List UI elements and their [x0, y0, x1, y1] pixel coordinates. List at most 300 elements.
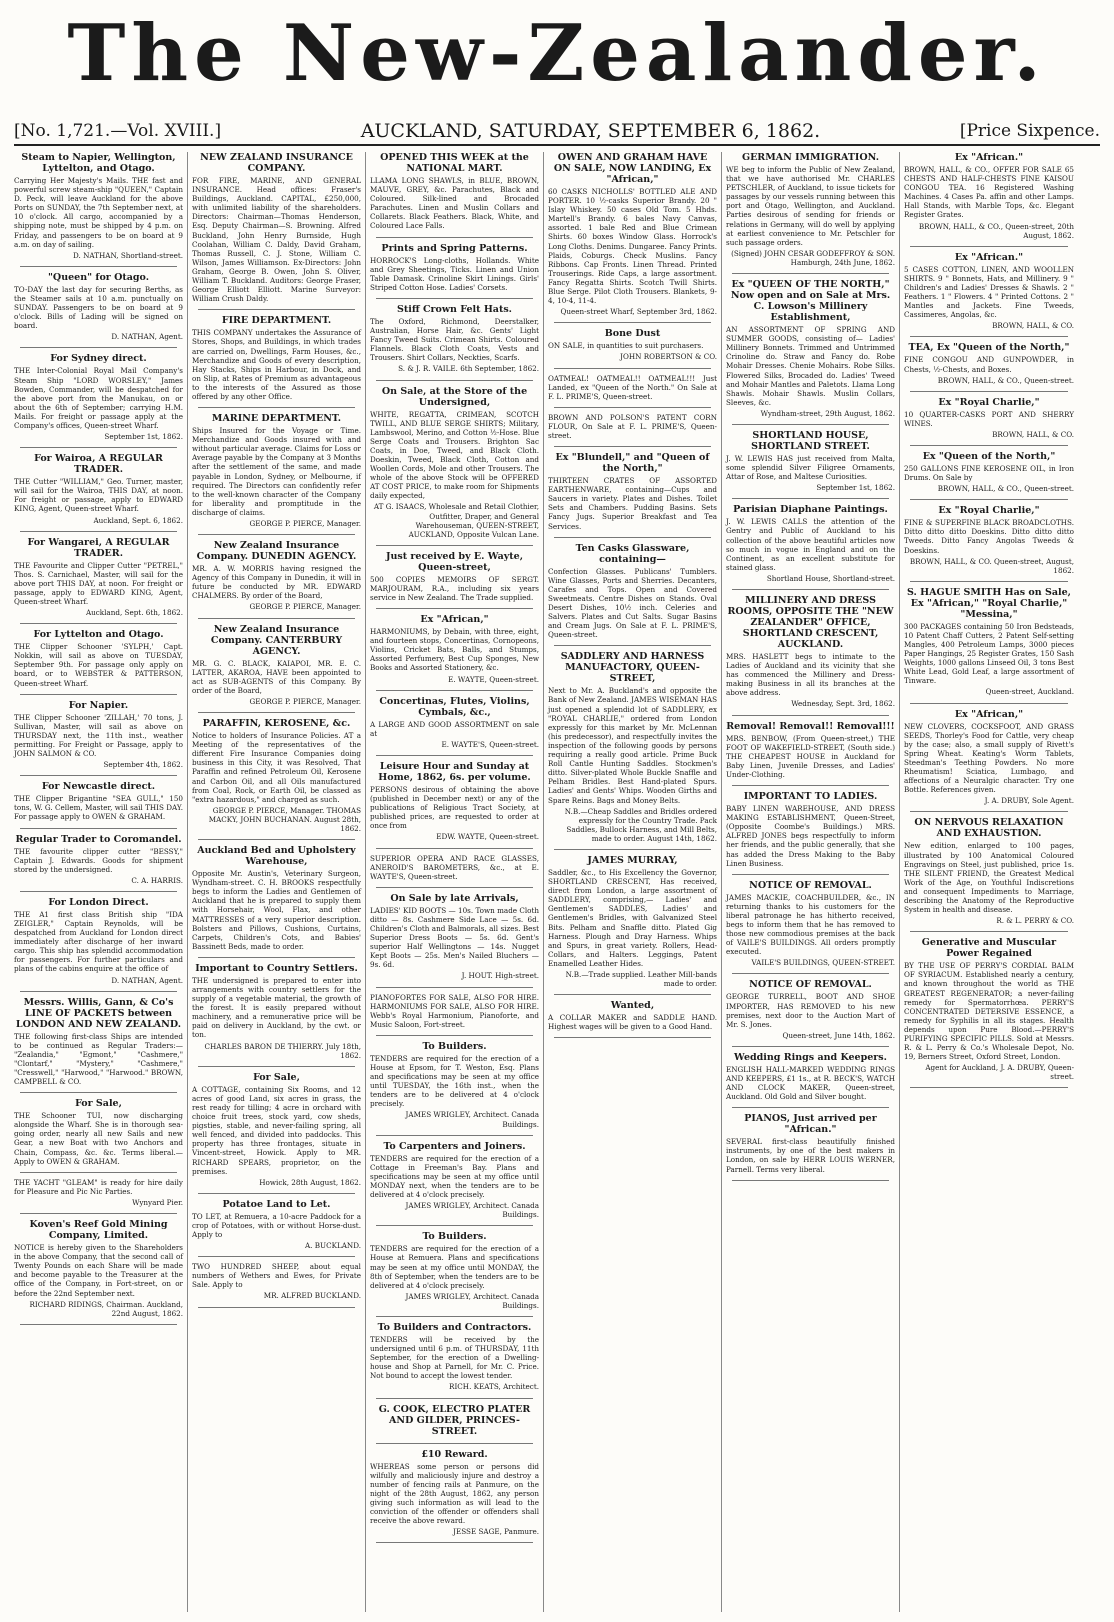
column-rule	[376, 690, 533, 691]
ad-heading: S. HAGUE SMITH Has on Sale, Ex "African," "Royal Charlie," "Messina,"	[907, 586, 1071, 620]
ad-heading: Ex "African,"	[420, 614, 489, 626]
ad-body: New edition, enlarged to 100 pages, illustrated by 100 Anatomical Coloured Engravings on Steel, just published, price 1s. THE SILENT FRIEND, the Greatest Medical Work of the Age, on Youthful Indiscretions and consequent Impediments to Marriage, describing the Anatomy of the Reproductive System in health and disease.	[904, 841, 1074, 915]
advertisement	[192, 540, 361, 611]
ad-body: THIRTEEN CRATES OF ASSORTED EARTHENWARE, containing—Cups and Saucers in variety. Plates and Dishes. Toilet Sets and Chambers. Pudding Basins. Sets Fancy Jugs. Superior Breakfast and Tea Services.	[548, 476, 717, 531]
ad-body: TO-DAY the last day for securing Berths, as the Steamer sails at 10 a.m. punctually on SUNDAY. Passengers to be on board at 9 o'clock. Bills of Lading will be signed on board.	[14, 284, 183, 331]
ad-body: MRS. BENBOW, (From Queen-street,) THE FOOT OF WAKEFIELD-STREET, (South side.) THE CHEAPEST HOUSE in Auckland for Baby Linen, Juvenile Dresses, and Ladies' Under-Clothing.	[726, 733, 895, 779]
ad-heading: To Builders.	[422, 1231, 487, 1243]
ad-heading: For Napier.	[68, 699, 129, 711]
ad-body: FOR FIRE, MARINE, AND GENERAL INSURANCE. Head offices: Fraser's Buildings, Auckland. CAPITAL, £250,000, with unlimited liability of the shareholders. Directors: Chairman—Thomas Henderson, Esq. Deputy Chairman—S. Browning. Alfred Buckland, John Henry Burnside, Hugh Coolahan, William C. Daldy, David Graham, Thomas Russell, C. J. Stone, William C. Wilson, James Williamson. Ex-Directors: John Graham, George B. Owen, John S. Oliver, William T. Buckland. Auditors: George Fraser, George Elliott Elliott. Marine Surveyor: William Crush Daldy.	[192, 176, 361, 304]
ad-heading: On Sale, at the Store of the Undersigned,	[381, 385, 528, 408]
ad-signature: J. A. DRUBY, Sole Agent.	[984, 796, 1074, 806]
column-rule	[20, 347, 177, 348]
advertisement	[726, 1052, 895, 1101]
advertisement	[726, 430, 895, 492]
ad-body: Opposite Mr. Austin's, Veterinary Surgeon, Wyndham-street. C. H. BROOKS respectfully begs to inform the Ladies and Gentlemen of Auckland that he is prepared to supply them with Horsehair, Wool, Flax, and other MATTRESSES of a very superior description. Bolsters and Pillows, Cushions, Curtains, Carpets, Children's Cots, and Babies' Bassinett Beds, made to order.	[192, 869, 361, 951]
advertisement	[14, 1219, 183, 1318]
advertisement	[548, 651, 717, 843]
ad-heading: NEW ZEALAND INSURANCE COMPANY.	[200, 152, 353, 174]
advertisement	[14, 700, 183, 770]
advertisement	[726, 152, 895, 267]
ad-body: ENGLISH HALL-MARKED WEDDING RINGS AND KEEPERS, £1 1s., at R. BECK'S, WATCH AND CLOCK MAKER, Queen-street, Auckland. Old Gold and Silver bought.	[726, 1064, 895, 1102]
ad-body: Saddler, &c., to His Excellency the Governor, SHORTLAND CRESCENT, Has received, direct from London, a large assortment of SADDLERY, comprising,— Ladies' and Gentlemen's SADDLES, Ladies' and Gentlemen's Bridles, with Galvanized Steel Bits. Pelham and Snaffle ditto. Plated Gig Harness. Plough and Dray Harness. Whips and Spurs, in great variety. Rollers, Head-Collars, and Halters. Leggings, Patent Enamelled Leather Hides.	[548, 867, 717, 968]
column-4	[544, 152, 722, 1612]
column-rule	[376, 1443, 533, 1444]
ad-signature: CHARLES BARON DE THIERRY. July 18th, 1862.	[204, 1041, 361, 1060]
ad-heading: £10 Reward.	[421, 1448, 488, 1460]
ad-body: SUPERIOR OPERA AND RACE GLASSES, ANEROID'S BAROMETERS, &c., at E. WAYTE'S, Queen-street.	[370, 853, 539, 881]
ad-heading: For Newcastle direct.	[41, 781, 156, 793]
column-rule	[376, 1035, 533, 1036]
column-rule	[376, 848, 533, 849]
column-rule	[376, 298, 533, 299]
ad-heading: Leisure Hour and Sunday at Home, 1862, 6s. per volume.	[378, 760, 531, 783]
ad-heading: Important to Country Settlers.	[195, 962, 358, 974]
ad-body: THE Clipper Brigantine "SEA GULL," 150 tons, W. G. Cellem, Master, will sail THIS DAY. For passage apply to OWEN & GRAHAM.	[14, 794, 183, 822]
column-rule	[554, 446, 711, 447]
ad-signature: September 1st, 1862.	[816, 483, 895, 493]
ad-body: MR. A. W. MORRIS having resigned the Agency of this Company in Dunedin, it will in future be conducted by MR. EDWARD CHALMERS. By order of the Board,	[192, 564, 361, 601]
ad-heading: Stiff Crown Felt Hats.	[396, 303, 512, 315]
ad-body: BABY LINEN WAREHOUSE, AND DRESS MAKING ESTABLISHMENT, Queen-Street, (Opposite Coombe's Buildings.) MRS. ALFRED JONES begs respectfully to inform her friends, and the public generally, that she has added the Dress Making to the Baby Linen Business.	[726, 804, 895, 868]
ad-heading: ON NERVOUS RELAXATION AND EXHAUSTION.	[914, 817, 1064, 840]
ad-signature: JAMES WRIGLEY, Architect. Canada Buildings.	[405, 1201, 539, 1220]
ad-body: TENDERS are required for the erection of a Cottage in Freeman's Bay. Plans and specifications may be seen at my office until MONDAY next, when the tenders are to be delivered at 4 o'clock precisely.	[370, 1153, 539, 1200]
ad-body: WHITE, REGATTA, CRIMEAN, SCOTCH TWILL, AND BLUE SERGE SHIRTS; Military, Lambswool, Merino, and Cotton ½-Hose. Blue Serge Coats and Trousers. Brighton Sac Coats, in Doe, Tweed, and Black Cloth. Doeskin, Tweed, Black Cloth, Cotton and Woollen Cords, Mole and other Trousers. The whole of the above Stock will be OFFERED AT COST PRICE, to make room for Shipments daily expected,	[370, 409, 539, 501]
advertisement	[370, 696, 539, 749]
column-rule	[20, 623, 177, 624]
ad-signature: September 1st, 1862.	[104, 432, 183, 442]
ad-signature: Howick, 28th August, 1862.	[259, 1177, 361, 1187]
column-rule	[376, 1398, 533, 1399]
ad-signature: N.B.—Cheap Saddles and Bridles ordered expressly for the Country Trade. Pack Saddles, Bullock Harness, and Mill Belts, made to order. August 14th, 1862.	[564, 806, 717, 843]
ad-body: HORROCK'S Long-cloths, Hollands. White and Grey Sheetings, Ticks. Linen and Union Table Damask. Crinoline Skirt Linings. Girls' Striped Cotton Hose. Ladies' Corsets.	[370, 255, 539, 292]
advertisement	[370, 1141, 539, 1220]
ad-heading: JAMES MURRAY,	[587, 854, 678, 866]
advertisement	[14, 781, 183, 821]
ad-signature: Agent for Auckland, J. A. DRUBY, Queen-street.	[925, 1063, 1074, 1082]
column-rule	[198, 1066, 355, 1067]
column-rule	[910, 246, 1068, 247]
ad-body: WHEREAS some person or persons did wilfully and maliciously injure and destroy a number of fencing rails at Panmure, on the night of the 28th August, 1862, any person giving such information as will lead to the conviction of the offender or offenders shall receive the above reward.	[370, 1461, 539, 1526]
ad-signature: Queen-street, Auckland.	[985, 687, 1074, 697]
ad-signature: BROWN, HALL, & CO., Queen-street, 20th August, 1862.	[918, 221, 1074, 240]
column-rule	[198, 1193, 355, 1194]
ad-heading: Ex "African."	[954, 251, 1024, 263]
advertisement	[370, 386, 539, 539]
ad-body: THE Cutter "WILLIAM," Geo. Turner, master, will sail for the Wairoa, THIS DAY, at noon. For freight or passage, apply to EDWARD KING, Agent, Queen-street Wharf.	[14, 477, 183, 514]
ad-signature: Shortland House, Shortland-street.	[766, 573, 895, 583]
ad-heading: Auckland Bed and Upholstery Warehouse,	[197, 845, 356, 868]
ad-signature: GEORGE P. PIERCE, Manager.	[249, 696, 361, 706]
ad-heading: NOTICE OF REMOVAL.	[749, 979, 872, 991]
ad-body: Next to Mr. A. Buckland's and opposite the Bank of New Zealand. JAMES WISEMAN HAS just opened a splendid lot of SADDLERY, ex "ROYAL CHARLIE," ordered from London expressly for this market by Mr. McLennan (his predecessor), and respectfully invites the inspection of the following goods by persons requiring a really good article. Prime Buck Roll Cantle Hunting Saddles. Stockmen's ditto. Silver-plated Whole Buckle Snaffle and Pelham Bridles. Best Hand-plated Spurs. Ladies' and Gents' Whips. Wooden Girths and Spare Reins. Bags and Money Belts.	[548, 686, 717, 805]
ad-body: LLAMA LONG SHAWLS, in BLUE, BROWN, MAUVE, GREY, &c. Parachutes, Black and Coloured. Silk-lined and Brocaded Parachutes. Linen and Muslin Collars and Collarets. Black Feathers. Black, White, and Coloured Lace Falls.	[370, 176, 539, 231]
ad-body: 500 COPIES MEMOIRS OF SERGT. MARJOURAM, R.A., including six years service in New Zealand. The Trade supplied.	[370, 574, 539, 602]
column-rule	[732, 874, 889, 875]
advertisement	[904, 451, 1074, 493]
ad-body: PERSONS desirous of obtaining the above (published in December next) or any of the publications of Religious Tract Society, at published prices, are requested to order at once from	[370, 784, 539, 831]
ad-body: HARMONIUMS, by Debain, with three, eight, and fourteen stops, Concertinas, Cornopeons, Violins, Cricket Bats, Balls, and Stumps, Assorted Perfumery, Best Cup Sponges, New Books and Assorted Stationery, &c.	[370, 627, 539, 673]
advertisement	[904, 397, 1074, 439]
column-rule	[554, 645, 711, 646]
ad-heading: SADDLERY AND HARNESS MANUFACTORY, QUEEN-STREET,	[560, 651, 705, 685]
ad-body: TENDERS will be received by the undersigned until 6 p.m. of THURSDAY, 11th September, for the erection of a Dwelling-house and Shop at Parnell, for Mr. C. Price. Not bound to accept the lowest tender.	[370, 1334, 539, 1381]
ad-body: NEW CLOVERS, COCKSFOOT, AND GRASS SEEDS, Thorley's Food for Cattle, very cheap by the case; also, a small supply of Rivett's Spring Wheat. Keating's Worm Tablets, Steedman's Teething Powders. No more Rheumatism! Sciatica, Lumbago, and affections of a Neuralgic character. Try one Bottle. References given.	[904, 721, 1074, 795]
advertisement	[548, 413, 717, 440]
masthead	[0, 0, 1114, 118]
advertisement	[370, 993, 539, 1029]
ad-signature: GEORGE P. PIERCE, Manager.	[249, 602, 361, 612]
advertisement	[192, 1262, 361, 1300]
ad-signature: Auckland, Sept. 6, 1862.	[93, 515, 183, 525]
column-rule	[20, 1324, 177, 1325]
advertisement	[14, 629, 183, 687]
ad-body: Confection Glasses. Publicans' Tumblers. Wine Glasses, Ports and Sherries. Decanters, Carafes and Tops. Open and Covered Sweetmeats. Centre Dishes on Stands. Oval Desert Dishes, 10½ inch. Celeries and Salvers. Plates and Cut Salts. Sugar Basins and Cream Jugs. On Sale at F. L. PRIME'S, Queen-street.	[548, 566, 717, 640]
ad-heading: IMPORTANT TO LADIES.	[743, 791, 878, 803]
ad-heading: For London Direct.	[48, 896, 149, 908]
columns	[10, 152, 1104, 1612]
advertisement	[548, 855, 717, 988]
ad-signature: JESSE SAGE, Panmure.	[453, 1527, 539, 1537]
ad-body: THE favourite clipper cutter "BESSY," Captain J. Edwards. Goods for shipment stored by the undersigned.	[14, 846, 183, 874]
ad-heading: Wanted,	[610, 1000, 655, 1012]
ad-body: THE Schooner TUI, now discharging alongside the Wharf. She is in thorough sea-going order, nearly all new Sails and new Gear, a new Boat with two Anchors and Chain, Compass, &c. &c. Terms liberal.—Apply to OWEN & GRAHAM.	[14, 1111, 183, 1166]
advertisement	[192, 1199, 361, 1250]
column-rule	[198, 309, 355, 310]
ad-heading: For Lyttelton and Otago.	[33, 629, 164, 641]
column-rule	[910, 445, 1068, 446]
ad-body: THE undersigned is prepared to enter into arrangements with country settlers for the supply of a vegetable material, the growth of the forest. It is easily prepared without machinery, and a remunerative price will be paid on delivery in Auckland, by the cwt. or ton.	[192, 975, 361, 1040]
ad-signature: GEORGE P. PIERCE, Manager. THOMAS MACKY, JOHN BUCHANAN. August 28th, 1862.	[208, 805, 361, 833]
advertisement	[192, 718, 361, 833]
ad-heading: TEA, Ex "Queen of the North,"	[908, 342, 1070, 354]
column-rule	[910, 336, 1068, 337]
advertisement	[548, 374, 717, 401]
column-rule	[910, 581, 1068, 582]
column-rule	[20, 775, 177, 776]
ad-signature: S. & J. R. VAILE. 6th September, 1862.	[398, 364, 539, 374]
column-rule	[910, 499, 1068, 500]
advertisement	[370, 304, 539, 374]
ad-heading: For Sydney direct.	[50, 353, 147, 365]
issue-number: [No. 1,721.—Vol. XVIII.]	[14, 121, 222, 141]
advertisement	[904, 252, 1074, 331]
advertisement	[370, 761, 539, 842]
ad-signature: Wyndham-street, 29th August, 1862.	[760, 408, 895, 418]
ad-body: Carrying Her Majesty's Mails. THE fast and powerful screw steam-ship "QUEEN," Captain D. Peck, will leave Auckland for the above Ports on SUNDAY, the 7th September next, at 10 o'clock. All cargo, accompanied by a shipping note, must be shipped by 4 p.m. on Friday, and passengers to be on board at 9 a.m. on day of sailing.	[14, 176, 183, 249]
ad-heading: To Carpenters and Joiners.	[383, 1140, 526, 1152]
ad-heading: Ex "QUEEN OF THE NORTH," Now open and on Sale at Mrs. C. Lowson's Millinery Establishment,	[730, 279, 891, 324]
ad-heading: New Zealand Insurance Company. DUNEDIN AGENCY.	[196, 540, 357, 563]
ad-signature: A. BUCKLAND.	[304, 1241, 361, 1251]
column-rule	[554, 407, 711, 408]
ad-signature: Queen-street Wharf, September 3rd, 1862.	[560, 307, 717, 317]
column-3	[366, 152, 544, 1612]
ad-body: BROWN, HALL, & CO., OFFER FOR SALE 65 CHESTS AND HALF-CHESTS FINE KAISOU CONGOU TEA. 16 Registered Washing Machines. 4 Cases Pa. affin and other Lamps. Hall Stands, with Marble Tops, &c. Elegant Register Grates.	[904, 165, 1074, 220]
ad-signature: RICHARD RIDINGS, Chairman. Auckland, 22nd August, 1862.	[29, 1299, 183, 1318]
advertisement	[192, 845, 361, 951]
column-rule	[554, 368, 711, 369]
column-rule	[198, 712, 355, 713]
ad-heading: New Zealand Insurance Company. CANTERBURY AGENCY.	[210, 623, 343, 657]
advertisement	[726, 595, 895, 709]
advertisement	[14, 537, 183, 618]
advertisement	[548, 452, 717, 531]
ad-heading: FIRE DEPARTMENT.	[221, 315, 332, 327]
column-rule	[376, 1542, 533, 1543]
ad-body: NOTICE is hereby given to the Shareholders in the above Company, that the second call of Twenty Pounds on each Share will be made and become payable to the Treasurer at the office of the Company, in Fort-street, on or before the 22nd September next.	[14, 1243, 183, 1298]
advertisement	[192, 152, 361, 303]
newspaper-title: The New-Zealander.	[67, 8, 1047, 99]
ad-signature: E. WAYTE'S, Queen-street.	[441, 739, 539, 749]
ad-body: The Oxford, Richmond, Deerstalker, Australian, Horse Hair, &c. Gents' Light Fancy Tweed Suits. Crimean Shirts. Coloured Flannels. Black Cloth Coats, Vests and Trousers. Shirt Collars, Neckties, Scarfs.	[370, 316, 539, 363]
ad-heading: Removal! Removal!! Removal!!!	[726, 720, 895, 732]
column-rule	[376, 755, 533, 756]
ad-body: J. W. LEWIS CALLS the attention of the Gentry and Public of Auckland to his collection of the above beautiful articles now so much in vogue in England and on the Continent, as an excellent substitute for stained glass.	[726, 517, 895, 572]
advertisement	[14, 834, 183, 885]
ad-signature: D. NATHAN, Agent.	[111, 975, 183, 985]
ad-heading: NOTICE OF REMOVAL.	[749, 879, 872, 891]
ad-body: JAMES MACKIE, COACHBUILDER, &c., IN returning thanks to his customers for the liberal patronage he has hitherto received, begs to inform them that he has removed to those new commodious premises at the back of VAILE'S BUILDINGS. All orders promptly executed.	[726, 892, 895, 957]
ad-body: THE following first-class Ships are intended to be continued as Regular Traders:— "Zealandia," "Egmont," "Cashmere," "Clontarf," "Mystery," "Cashmere," "Cresswell," "Harwood," "Harwood." BROWN, CAMPBELL & CO.	[14, 1031, 183, 1087]
ad-signature: Wynyard Pier.	[132, 1197, 183, 1207]
advertisement	[370, 614, 539, 684]
advertisement	[370, 1322, 539, 1392]
ad-signature: BROWN, HALL, & CO., Queen-street.	[937, 375, 1074, 385]
ad-heading: MARINE DEPARTMENT.	[211, 413, 342, 425]
price: [Price Sixpence.	[959, 121, 1100, 141]
advertisement	[14, 1178, 183, 1207]
column-rule	[554, 994, 711, 995]
column-rule	[910, 391, 1068, 392]
ad-body: PIANOFORTES FOR SALE, ALSO FOR HIRE. HARMONIUMS FOR SALE, ALSO FOR HIRE. Webb's Royal Harmonium, Pianoforte, and Music Saloon, Fort-street.	[370, 992, 539, 1029]
ad-body: 10 QUARTER-CASKS PORT AND SHERRY WINES.	[904, 409, 1074, 428]
ad-heading: G. COOK, ELECTRO PLATER AND GILDER, PRINCES-STREET.	[378, 1403, 531, 1437]
column-rule	[198, 407, 355, 408]
ad-signature: JAMES WRIGLEY, Architect. Canada Buildings.	[405, 1110, 539, 1129]
ad-heading: Koven's Reef Gold Mining Company, Limited.	[29, 1219, 168, 1242]
ad-heading: To Builders and Contractors.	[377, 1321, 532, 1333]
ad-signature: J. HOUT. High-street.	[461, 971, 539, 981]
ad-heading: PARAFFIN, KEROSENE, &c.	[202, 718, 351, 730]
column-rule	[554, 1037, 711, 1038]
column-rule	[554, 537, 711, 538]
advertisement	[192, 624, 361, 706]
advertisement	[370, 551, 539, 602]
ad-signature: GEORGE P. PIERCE, Manager.	[249, 519, 361, 528]
advertisement	[370, 1449, 539, 1537]
advertisement	[726, 979, 895, 1039]
column-rule	[554, 849, 711, 850]
advertisement	[726, 791, 895, 868]
advertisement	[370, 1404, 539, 1437]
advertisement	[192, 1072, 361, 1187]
ad-body: FINE CONGOU AND GUNPOWDER, in Chests, ½-Chests, and Boxes.	[904, 355, 1074, 374]
ad-signature: JOHN ROBERTSON & CO.	[620, 352, 717, 362]
ad-body: TENDERS are required for the erection of a House at Epsom, for T. Weston, Esq. Plans and specifications may be seen at my office until TUESDAY, the 16th inst., when the tenders are to be delivered at 4 o'clock precisely.	[370, 1053, 539, 1109]
column-rule	[20, 1213, 177, 1214]
ad-heading: Ten Casks Glassware, containing—	[575, 542, 690, 565]
column-rule	[732, 1107, 889, 1108]
ad-body: OATMEAL! OATMEAL!! OATMEAL!!! Just Landed, ex "Queen of the North." On Sale at F. L. PRIME'S, Queen-street.	[548, 373, 717, 401]
ad-body: A COTTAGE, containing Six Rooms, and 12 acres of good Land, six acres in grass, the rest ready for tilling; 4 acre in orchard with choice fruit trees, stock yard, cow sheds, pigsties, stable, and never-failing spring, all well fenced, and divided into paddocks. This property has three frontages, situate in Vincent-street, Howick. Apply to MR. RICHARD SPEARS, proprietor, on the premises.	[192, 1084, 361, 1176]
column-rule	[376, 545, 533, 546]
advertisement	[726, 504, 895, 583]
column-rule	[376, 1135, 533, 1136]
column-rule	[732, 973, 889, 974]
advertisement	[14, 453, 183, 524]
ad-heading: Ex "Royal Charlie,"	[938, 396, 1040, 408]
column-rule	[732, 785, 889, 786]
column-6	[900, 152, 1078, 1612]
column-rule	[732, 589, 889, 590]
ad-signature: MR. ALFRED BUCKLAND.	[263, 1291, 361, 1301]
advertisement	[726, 1113, 895, 1173]
ad-heading: Steam to Napier, Wellington, Lyttelton, and Otago.	[21, 152, 176, 174]
advertisement	[904, 587, 1074, 697]
advertisement	[548, 328, 717, 361]
column-rule	[198, 839, 355, 840]
ad-heading: Concertinas, Flutes, Violins, Cymbals, &c.,	[379, 695, 530, 718]
column-rule	[198, 534, 355, 535]
ad-heading: Potatoe Land to Let.	[222, 1198, 331, 1210]
place-date: AUCKLAND, SATURDAY, SEPTEMBER 6, 1862.	[360, 120, 821, 142]
column-rule	[376, 380, 533, 381]
ad-body: TWO HUNDRED SHEEP, about equal numbers of Wethers and Ewes, for Private Sale. Apply to	[192, 1262, 361, 1290]
column-2	[188, 152, 366, 1612]
ad-heading: For Wangarei, A REGULAR TRADER.	[27, 536, 170, 559]
column-rule	[732, 273, 889, 274]
ad-body: TENDERS are required for the erection of a House at Remuera. Plans and specifications may be seen at my office until MONDAY, the 8th of September, when the tenders are to be delivered at 4 o'clock precisely.	[370, 1244, 539, 1290]
advertisement	[904, 505, 1074, 575]
advertisement	[14, 1098, 183, 1166]
ad-body: THE Favourite and Clipper Cutter "PETREL," Thos. S. Carnichael, Master, will sail for the above port THIS DAY, at noon. For freight or passage, apply to EDWARD KING, Agent, Queen-street Wharf.	[14, 560, 183, 606]
advertisement	[370, 152, 539, 231]
ad-heading: MILLINERY AND DRESS ROOMS, OPPOSITE THE "NEW ZEALANDER" OFFICE, SHORTLAND CRESCENT, AUCKLAND.	[727, 595, 894, 650]
column-rule	[732, 498, 889, 499]
ad-body: SEVERAL first-class beautifully finished instruments, by one of the best makers in London, on sale by HERR LOUIS WERNER, Parnell. Terms very liberal.	[726, 1137, 895, 1174]
advertisement	[548, 543, 717, 640]
column-rule	[554, 322, 711, 323]
column-rule	[732, 424, 889, 425]
advertisement	[14, 353, 183, 441]
ad-body: WE beg to inform the Public of New Zealand, that we have authorised Mr. CHARLES PETSCHLER, of Auckland, to issue tickets for passages by our vessels running between this port and Otago, Wellington, and Auckland. Parties desirous of sending for friends or relations in Germany, will do well by applying at earliest convenience to Mr. Petschler for such passage orders.	[726, 165, 895, 247]
ad-signature: C. A. HARRIS.	[131, 875, 183, 885]
ad-body: LADIES' KID BOOTS — 10s. Town made Cloth ditto — 8s. Cashmere Side Lace — 5s. 6d. Children's Cloth and Balmorals, all sizes. Best Superior Dress Boots — 5s. 6d. Gent's superior Half Wellingtons — 14s. Nugget Kept Boots — 25s. Men's Nailed Bluchers — 9s. 6d.	[370, 905, 539, 970]
ad-heading: For Wairoa, A REGULAR TRADER.	[34, 453, 163, 476]
ad-signature: BROWN, HALL, & CO.	[992, 429, 1074, 439]
advertisement	[904, 342, 1074, 384]
ad-heading: To Builders.	[422, 1040, 487, 1052]
ad-body: 300 PACKAGES containing 50 Iron Bedsteads, 10 Patent Chaff Cutters, 2 Patent Self-setting Mangles, 400 Petroleum Lamps, 3000 pieces Paper Hangings, 25 Register Grates, 150 Sash Weights, 1000 gallons Linseed Oil, 3 tons Best White Lead, Gold Leaf, a large assortment of Tinware.	[904, 621, 1074, 686]
column-rule	[910, 703, 1068, 704]
column-rule	[910, 811, 1068, 812]
ad-signature: D. NATHAN, Agent.	[111, 332, 183, 342]
ad-body: 60 CASKS NICHOLLS' BOTTLED ALE AND PORTER. 10 ½-casks Superior Brandy. 20 " Islay Whiskey. 50 cases Old Tom. 5 Hhds. Martell's Brandy. 6 bales Navy Canvas, assorted. 1 bale Red and Blue Crimean Shirts. 60 boxes Window Glass. Horrock's Long Cloths. Denims. Dungaree. Fancy Prints. Plaids, Coburgs. Check Muslins. Fancy Ribbons. Cap Fronts. Linen Thread. Printed Trouserings. Ride Caps, a large assortment. Fancy Regatta Shirts. Scotch Twill Shirts. Blue Serge. Pilot Cloth Trousers. Blankets, 9-4, 10-4, 11-4.	[548, 187, 717, 306]
column-rule	[732, 1180, 889, 1181]
ad-body: Ships Insured for the Voyage or Time. Merchandize and Goods insured with and without particular average. Claims for Loss or Average payable by the Company at 3 Months after the settlement of the same, and made payable in London, Sydney, or Melbourne, if required. The Directors can confidently refer to the well-known character of the Company for liberality and promptitude in the discharge of claims.	[192, 426, 361, 517]
ad-body: THE Clipper Schooner 'ZILLAH,' 70 tons, J. Sullivan, Master, will sail as above on THURSDAY next, the 11th inst., weather permitting. For Freight or Passage, apply to JOHN SALMON & CO.	[14, 712, 183, 759]
column-rule	[198, 957, 355, 958]
advertisement	[192, 315, 361, 401]
advertisement	[370, 243, 539, 292]
column-rule	[20, 1092, 177, 1093]
ad-body: FINE & SUPERFINE BLACK BROADCLOTHS. Ditto ditto ditto Doeskins. Ditto ditto ditto Tweeds. Ditto Fancy Angolas Tweeds & Doeskins.	[904, 518, 1074, 555]
ad-heading: OPENED THIS WEEK at the NATIONAL MART.	[380, 152, 529, 174]
ad-heading: Prints and Spring Patterns.	[381, 242, 528, 254]
ad-signature: BROWN, HALL, & CO., Queen-street.	[937, 484, 1074, 494]
ad-body: ON SALE, in quantities to suit purchasers.	[548, 341, 704, 351]
ad-heading: Just received by E. Wayte, Queen-street,	[385, 550, 524, 573]
advertisement	[192, 963, 361, 1060]
ad-body: THE Inter-Colonial Royal Mail Company's Steam Ship "LORD WORSLEY," James Bowden, Commander, will be despatched for the above port from the Manukau, on or about the 6th of September; carrying H.M. Mails. For freight or passage apply at the Company's offices, Queen-street Wharf.	[14, 366, 183, 430]
column-5	[722, 152, 900, 1612]
column-rule	[376, 887, 533, 888]
ad-body: A LARGE AND GOOD ASSORTMENT on sale at	[370, 719, 539, 738]
ad-heading: GERMAN IMMIGRATION.	[741, 152, 880, 163]
column-rule	[198, 1307, 355, 1308]
ad-heading: "Queen" for Otago.	[47, 271, 150, 283]
ad-signature: AT G. ISAACS, Wholesale and Retail Clothier, Outfitter, Draper, and General Warehouseman, QUEEN-STREET, AUCKLAND, Opposite Vulcan Lane.	[373, 502, 539, 539]
ad-heading: SHORTLAND HOUSE, SHORTLAND STREET.	[751, 429, 870, 452]
advertisement	[904, 937, 1074, 1081]
ad-signature: (Signed) JOHN CESAR GODEFFROY & SON. Hamburgh, 24th June, 1862.	[731, 248, 895, 267]
ad-body: GEORGE TURRELL, BOOT AND SHOE IMPORTER, HAS REMOVED to his new premises, next door to the Auction Mart of Mr. S. Jones.	[726, 992, 895, 1029]
advertisement	[726, 279, 895, 418]
ad-heading: Ex "Blundell," and "Queen of the North,"	[555, 452, 710, 475]
column-rule	[376, 237, 533, 238]
ad-body: THE YACHT "GLEAM" is ready for hire daily for Pleasure and Pic Nic Parties.	[14, 1177, 183, 1196]
ad-heading: Parisian Diaphane Paintings.	[733, 504, 888, 516]
ad-signature: BROWN, HALL, & CO.	[992, 321, 1074, 331]
ad-signature: N.B.—Trade supplied. Leather Mill-bands made to order.	[565, 970, 717, 989]
ad-heading: Ex "Royal Charlie,"	[938, 505, 1040, 517]
ad-signature: Wednesday, Sept. 3rd, 1862.	[791, 699, 895, 709]
ad-body: 5 CASES COTTON, LINEN, AND WOOLLEN SHIRTS. 9 " Bonnets, Hats, and Millinery. 9 " Children's and Ladies' Dresses & Shawls. 2 " Feathers. 1 " Flowers. 4 " Printed Cottons. 2 " Mantles and Jackets. Fine Tweeds, Cassimeres, Angolas, &c.	[904, 264, 1074, 320]
ad-signature: D. NATHAN, Shortland-street.	[73, 250, 183, 260]
advertisement	[14, 272, 183, 342]
ad-signature: E. WAYTE, Queen-street.	[448, 674, 539, 684]
ad-heading: PIANOS, Just arrived per "African."	[744, 1113, 877, 1136]
ad-body: A COLLAR MAKER and SADDLE HAND. Highest wages will be given to a Good Hand.	[548, 1013, 717, 1032]
column-rule	[20, 828, 177, 829]
column-rule	[910, 931, 1068, 932]
ad-signature: EDW. WAYTE, Queen-street.	[436, 832, 539, 842]
column-rule	[20, 694, 177, 695]
dateline	[14, 118, 1100, 146]
ad-heading: Wedding Rings and Keepers.	[734, 1051, 887, 1063]
ad-body: BY THE USE OF PERRY'S CORDIAL BALM OF SYRIACUM. Established nearly a century, and known throughout the world as THE GREATEST REGENERATOR; a never-failing remedy for Spermatorrhœa. PERRY'S CONCENTRATED DETERSIVE ESSENCE, a remedy for Syphilis in all its stages. Health depends upon Pure Blood.—PERRY'S PURIFYING SPECIFIC PILLS. Sold at Messrs. R. & L. Perry & Co.'s Wholesale Depot, No. 19, Berners Street, Oxford Street, London.	[904, 961, 1074, 1062]
column-rule	[20, 531, 177, 532]
ad-body: THE Clipper Schooner 'SYLPH,' Capt. Nokkin, will sail as above on TUESDAY, September 9th. For passage only apply on board, or to WEBSTER & PATTERSON, Queen-street Wharf.	[14, 642, 183, 688]
column-rule	[376, 608, 533, 609]
column-rule	[20, 447, 177, 448]
advertisement	[548, 152, 717, 316]
column-rule	[20, 991, 177, 992]
ad-heading: Ex "Queen of the North,"	[922, 450, 1056, 462]
ad-heading: Ex "African."	[954, 152, 1024, 163]
ad-heading: Generative and Muscular Power Regained	[921, 937, 1057, 960]
advertisement	[14, 897, 183, 985]
column-rule	[376, 1225, 533, 1226]
ad-heading: For Sale,	[75, 1098, 122, 1110]
ad-signature: R. & L. PERRY & CO.	[996, 916, 1074, 926]
ad-signature: JAMES WRIGLEY, Architect. Canada Buildings.	[405, 1291, 539, 1310]
ad-body: TO LET, at Remuera, a 10-acre Paddock for a crop of Potatoes, with or without Horse-dust. Apply to	[192, 1211, 361, 1239]
column-rule	[376, 987, 533, 988]
advertisement	[14, 997, 183, 1087]
